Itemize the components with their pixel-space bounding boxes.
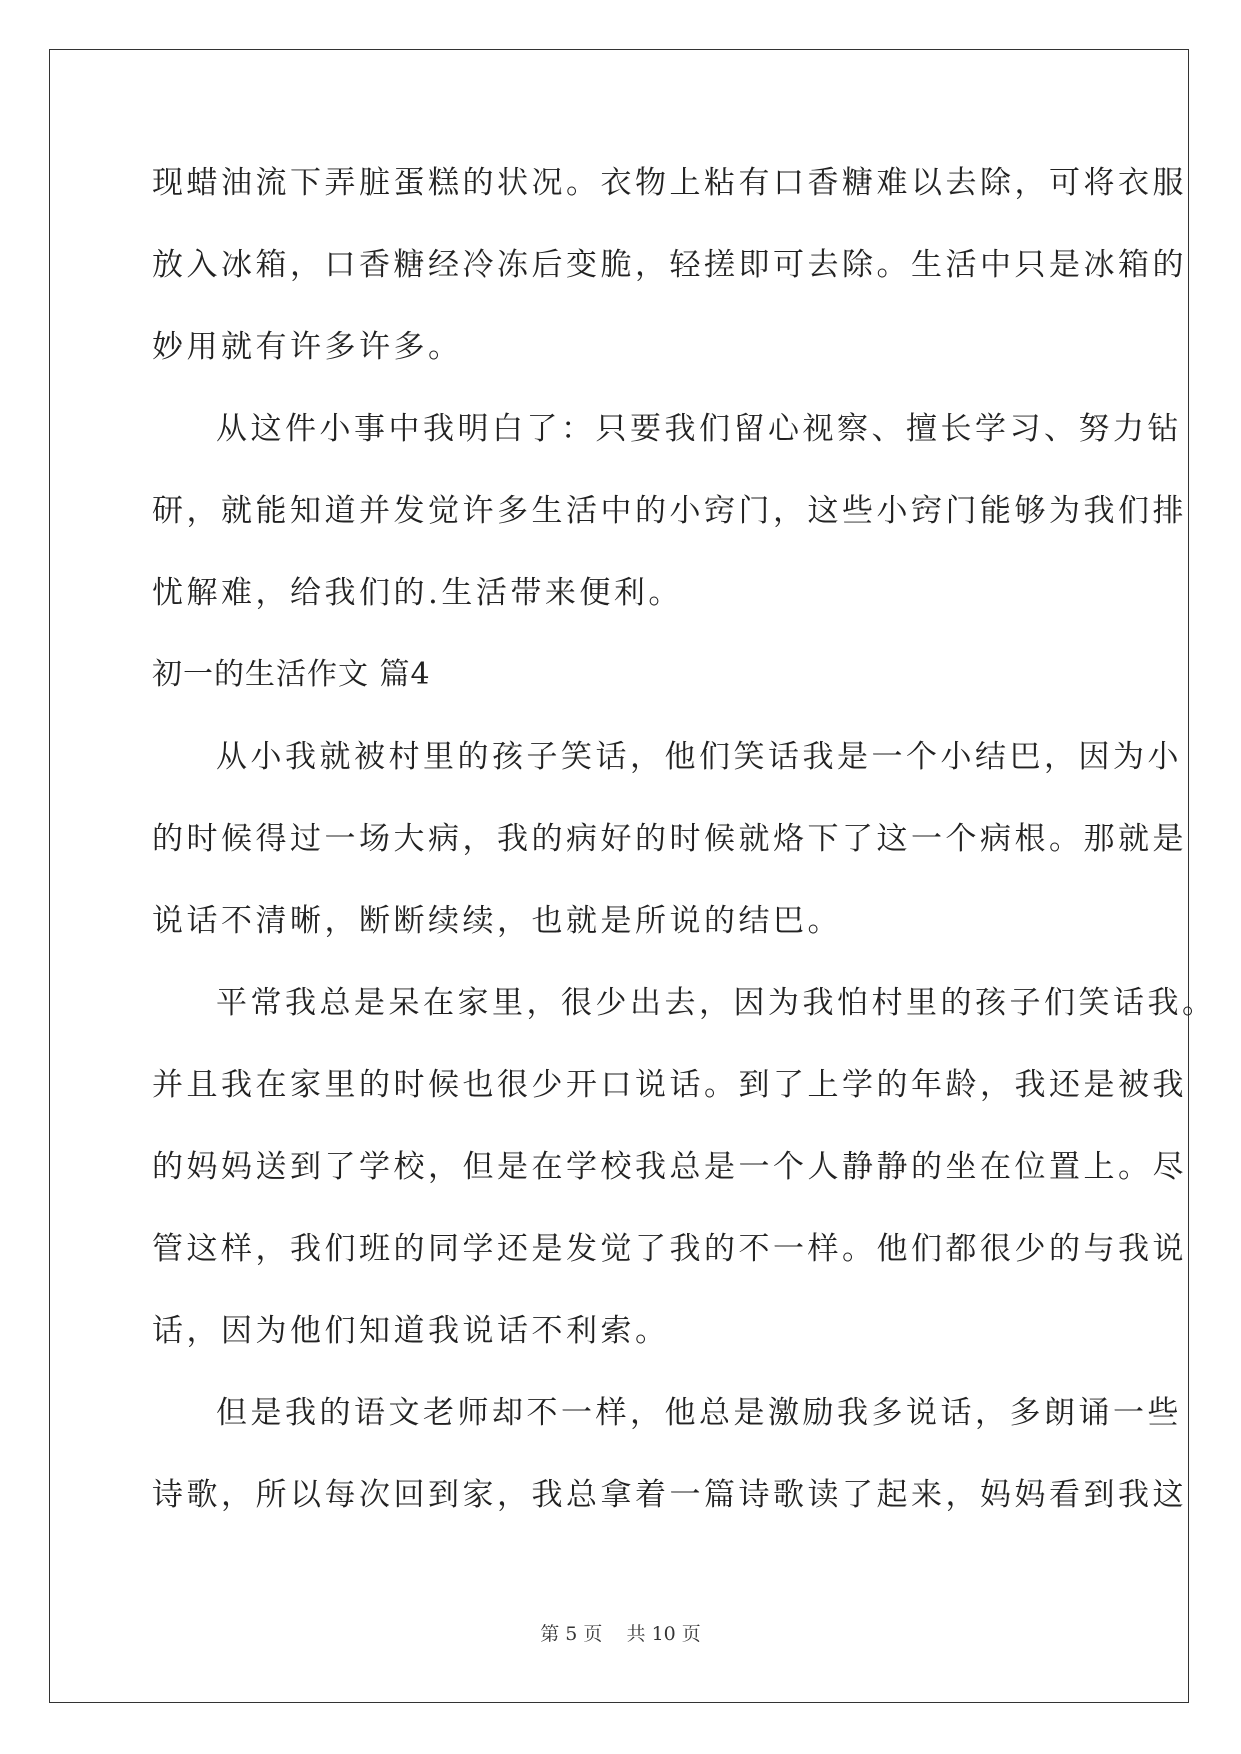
text-line: 的时候得过一场大病，我的病好的时候就烙下了这一个病根。那就是 xyxy=(152,821,1187,857)
text-line: 管这样，我们班的同学还是发觉了我的不一样。他们都很少的与我说 xyxy=(152,1231,1187,1267)
text-line: 话，因为他们知道我说话不利索。 xyxy=(152,1313,670,1349)
paragraph-first-line: 从这件小事中我明白了：只要我们留心视察、擅长学习、努力钻 xyxy=(216,411,1182,447)
text-line: 忧解难，给我们的.生活带来便利。 xyxy=(152,575,683,611)
text-line: 现蜡油流下弄脏蛋糕的状况。衣物上粘有口香糖难以去除，可将衣服 xyxy=(152,165,1187,201)
text-line: 妙用就有许多许多。 xyxy=(152,329,463,365)
page-number-footer: 第 5 页 共 10 页 xyxy=(540,1623,701,1645)
section-heading: 初一的生活作文 篇4 xyxy=(152,657,431,692)
text-line: 诗歌，所以每次回到家，我总拿着一篇诗歌读了起来，妈妈看到我这 xyxy=(152,1477,1187,1513)
paragraph-first-line: 平常我总是呆在家里，很少出去，因为我怕村里的孩子们笑话我。 xyxy=(216,985,1217,1021)
paragraph-first-line: 但是我的语文老师却不一样，他总是激励我多说话，多朗诵一些 xyxy=(216,1395,1182,1431)
text-line: 说话不清晰，断断续续，也就是所说的结巴。 xyxy=(152,903,842,939)
text-line: 放入冰箱，口香糖经冷冻后变脆，轻搓即可去除。生活中只是冰箱的 xyxy=(152,247,1187,283)
text-line: 研，就能知道并发觉许多生活中的小窍门，这些小窍门能够为我们排 xyxy=(152,493,1187,529)
document-body xyxy=(152,158,1217,1552)
text-line: 的妈妈送到了学校，但是在学校我总是一个人静静的坐在位置上。尽 xyxy=(152,1149,1187,1185)
text-line: 并且我在家里的时候也很少开口说话。到了上学的年龄，我还是被我 xyxy=(152,1067,1187,1103)
paragraph-first-line: 从小我就被村里的孩子笑话，他们笑话我是一个小结巴，因为小 xyxy=(216,739,1182,775)
